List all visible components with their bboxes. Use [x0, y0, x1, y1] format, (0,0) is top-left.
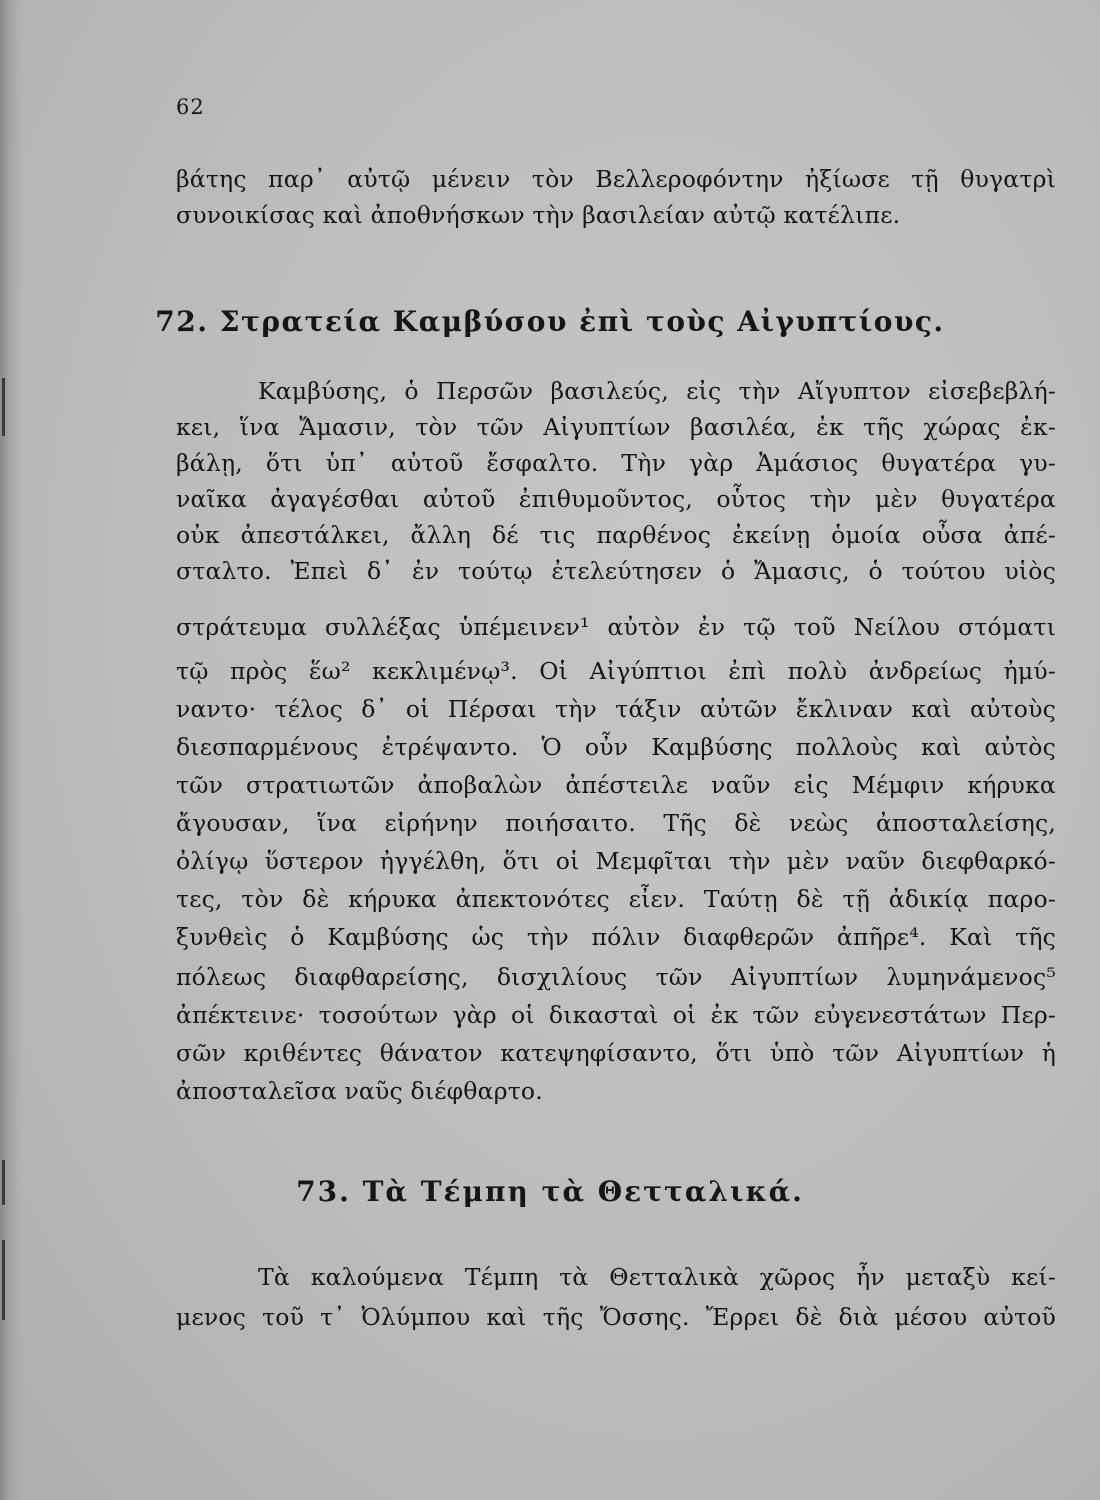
text-line: πόλεως διαφθαρείσης, δισχιλίους τῶν Αἰγυπτίων λυμηνάμενος⁵ — [176, 963, 1056, 991]
text-line: σταλτο. Ἐπεὶ δ᾽ ἐν τούτῳ ἐτελεύτησεν ὁ Ἄμασις, ὁ τούτου υἱὸς — [176, 557, 1056, 585]
text-line: μενος τοῦ τ᾽ Ὀλύμπου καὶ τῆς Ὄσσης. Ἔρρει δὲ διὰ μέσου αὐτοῦ — [176, 1303, 1056, 1331]
text-line: ἀπέκτεινε· τοσούτων γὰρ οἱ δικασταὶ οἱ ἐκ τῶν εὐγενεστάτων Περ- — [176, 1001, 1056, 1029]
text-line: στράτευμα συλλέξας ὑπέμεινεν¹ αὐτὸν ἐν τῷ τοῦ Νείλου στόματι — [176, 613, 1056, 641]
text-line: τῷ πρὸς ἕω² κεκλιμένῳ³. Οἱ Αἰγύπτιοι ἐπὶ πολὺ ἀνδρείως ἠμύ- — [176, 657, 1056, 685]
text-line: βάλῃ, ὅτι ὑπ᾽ αὐτοῦ ἔσφαλτο. Τὴν γὰρ Ἀμάσιος θυγατέρα γυ- — [176, 449, 1056, 477]
text-line: οὐκ ἀπεστάλκει, ἄλλη δέ τις παρθένος ἐκείνῃ ὁμοία οὖσα ἀπέ- — [176, 521, 1056, 549]
text-line: κει, ἵνα Ἄμασιν, τὸν τῶν Αἰγυπτίων βασιλέα, ἐκ τῆς χώρας ἐκ- — [176, 413, 1056, 441]
text-line: διεσπαρμένους ἐτρέψαντο. Ὁ οὖν Καμβύσης πολλοὺς καὶ αὐτὸς — [176, 733, 1056, 761]
section-heading-73: 73. Τὰ Τέμπη τὰ Θετταλικά. — [296, 1175, 804, 1208]
text-line: συνοικίσας καὶ ἀποθνήσκων τὴν βασιλείαν αὐτῷ κατέλιπε. — [176, 201, 901, 229]
text-line: ναῖκα ἀγαγέσθαι αὐτοῦ ἐπιθυμοῦντος, οὗτος τὴν μὲν θυγατέρα — [176, 485, 1056, 513]
text-line: ὀλίγῳ ὕστερον ἠγγέλθη, ὅτι οἱ Μεμφῖται τὴν μὲν ναῦν διεφθαρκό- — [176, 847, 1056, 875]
text-line: ναντο· τέλος δ᾽ οἱ Πέρσαι τὴν τάξιν αὐτῶν ἔκλιναν καὶ αὐτοὺς — [176, 695, 1056, 723]
text-line: τῶν στρατιωτῶν ἀποβαλὼν ἀπέστειλε ναῦν εἰς Μέμφιν κήρυκα — [176, 771, 1056, 799]
text-line: τες, τὸν δὲ κήρυκα ἀπεκτονότες εἶεν. Ταύτῃ δὲ τῇ ἀδικίᾳ παρο- — [176, 885, 1056, 913]
text-line: ἀποσταλεῖσα ναῦς διέφθαρτο. — [176, 1077, 543, 1105]
text-line: ξυνθεὶς ὁ Καμβύσης ὡς τὴν πόλιν διαφθερῶν ἀπῆρε⁴. Καὶ τῆς — [176, 923, 1056, 951]
text-line: Τὰ καλούμενα Τέμπη τὰ Θετταλικὰ χῶρος ἦν μεταξὺ κεί- — [258, 1263, 1056, 1291]
page-number: 62 — [176, 95, 205, 119]
binding-mark — [2, 1240, 5, 1320]
binding-mark — [2, 378, 5, 436]
text-line: Καμβύσης, ὁ Περσῶν βασιλεύς, εἰς τὴν Αἴγυπτον εἰσεβεβλή- — [258, 377, 1056, 405]
text-line: ἄγουσαν, ἵνα εἰρήνην ποιήσαιτο. Τῆς δὲ νεὼς ἀποσταλείσης, — [176, 809, 1056, 837]
section-heading-72: 72. Στρατεία Καμβύσου ἐπὶ τοὺς Αἰγυπτίους. — [155, 305, 945, 338]
text-line: σῶν κριθέντες θάνατον κατεψηφίσαντο, ὅτι ὑπὸ τῶν Αἰγυπτίων ἡ — [176, 1039, 1056, 1067]
text-line: βάτης παρ᾽ αὐτῷ μένειν τὸν Βελλεροφόντην ἠξίωσε τῇ θυγατρὶ — [176, 165, 1056, 193]
